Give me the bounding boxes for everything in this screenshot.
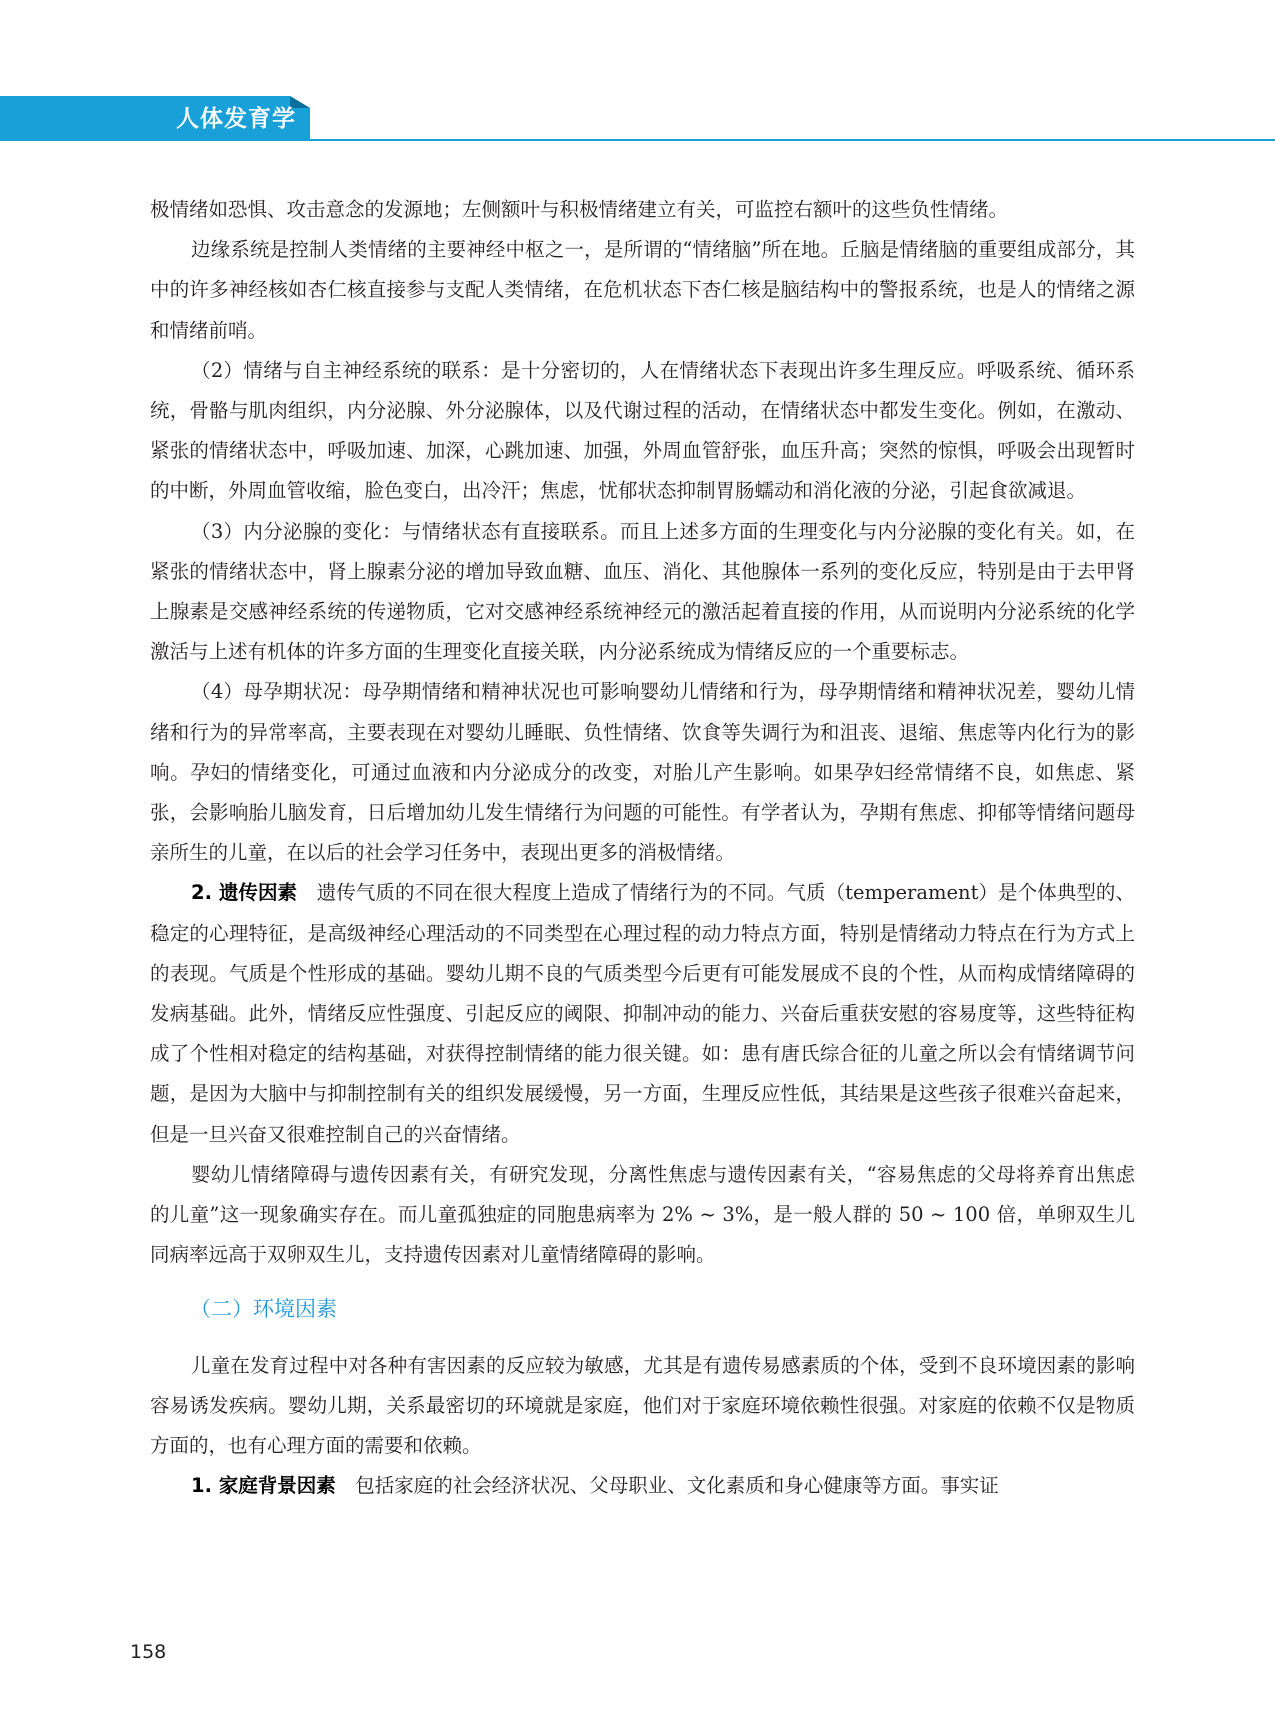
page-body — [150, 190, 1135, 1507]
paragraph-genetic-evidence: 婴幼儿情绪障碍与遗传因素有关，有研究发现，分离性焦虑与遗传因素有关，“容易焦虑的父母将养育出焦虑的儿童”这一现象确实存在。而儿童孤独症的同胞患病率为 2% ~ 3%，是一般人群的 50 ~ 100 倍，单卵双生儿同病率远高于双卵双生儿，支持遗传因素对儿童情绪障碍的影响。 — [150, 1162, 1135, 1267]
paragraph-endocrine-glands: （3）内分泌腺的变化：与情绪状态有直接联系。而且上述多方面的生理变化与内分泌腺的变化有关。如，在紧张的情绪状态中，肾上腺素分泌的增加导致血糖、血压、消化、其他腺体一系列的变化反应，特别是由于去甲肾上腺素是交感神经系统的传递物质，它对交感神经系统神经元的激活起着直接的作用，从而说明内分泌系统的化学激活与上述有机体的许多方面的生理变化直接关联，内分泌系统成为情绪反应的一个重要标志。 — [150, 519, 1135, 664]
paragraph-family-background — [150, 1466, 1135, 1506]
section-heading-environment: （二）环境因素 — [190, 1297, 337, 1322]
paragraph-environment-intro: 儿童在发育过程中对各种有害因素的反应较为敏感，尤其是有遗传易感素质的个体，受到不良环境因素的影响容易诱发疾病。婴幼儿期，关系最密切的环境就是家庭，他们对于家庭环境依赖性很强。对家庭的依赖不仅是物质方面的，也有心理方面的需要和依赖。 — [150, 1353, 1135, 1458]
paragraph-maternal-pregnancy: （4）母孕期状况：母孕期情绪和精神状况也可影响婴幼儿情绪和行为，母孕期情绪和精神状况差，婴幼儿情绪和行为的异常率高，主要表现在对婴幼儿睡眠、负性情绪、饮食等失调行为和沮丧、退缩、焦虑等内化行为的影响。孕妇的情绪变化，可通过血液和内分泌成分的改变，对胎儿产生影响。如果孕妇经常情绪不良，如焦虑、紧张，会影响胎儿脑发育，日后增加幼儿发生情绪行为问题的可能性。有学者认为，孕期有焦虑、抑郁等情绪问题母亲所生的儿童，在以后的社会学习任务中，表现出更多的消极情绪。 — [150, 680, 1135, 865]
paragraph-limbic-system: 边缘系统是控制人类情绪的主要神经中枢之一，是所谓的“情绪脑”所在地。丘脑是情绪脑的重要组成部分，其中的许多神经核如杏仁核直接参与支配人类情绪，在危机状态下杏仁核是脑结构中的警报系统，也是人的情绪之源和情绪前哨。 — [150, 238, 1135, 342]
genetic-factors-heading: 2. 遗传因素 — [191, 881, 298, 905]
genetic-factors-body: 遗传气质的不同在很大程度上造成了情绪行为的不同。气质（temperament）是个体典型的、稳定的心理特征，是高级神经心理活动的不同类型在心理过程的动力特点方面，特别是情绪动力特点在行为方式上的表现。气质是个性形成的基础。婴幼儿期不良的气质类型今后更有可能发展成不良的个性，从而构成情绪障碍的发病基础。此外，情绪反应性强度、引起反应的阈限、抑制冲动的能力、兴奋后重获安慰的容易度等，这些特征构成了个性相对稳定的结构基础，对获得控制情绪的能力很关键。如：患有唐氏综合征的儿童之所以会有情绪调节问题，是因为大脑中与抑制控制有关的组织发展缓慢，另一方面，生理反应性低，其结果是这些孩子很难兴奋起来，但是一旦兴奋又很难控制自己的兴奋情绪。 — [150, 881, 1135, 1146]
book-title: 人体发育学 — [176, 106, 296, 132]
paragraph-continued: 极情绪如恐惧、攻击意念的发源地；左侧额叶与积极情绪建立有关，可监控右额叶的这些负性情绪。 — [150, 198, 1009, 221]
header-rule — [0, 139, 1275, 141]
page-number: 158 — [130, 1641, 167, 1663]
paragraph-autonomic-nervous-system: （2）情绪与自主神经系统的联系：是十分密切的，人在情绪状态下表现出许多生理反应。呼吸系统、循环系统，骨骼与肌肉组织，内分泌腺、外分泌腺体，以及代谢过程的活动，在情绪状态中都发生变化。例如，在激动、紧张的情绪状态中，呼吸加速、加深，心跳加速、加强，外周血管舒张，血压升高；突然的惊惧，呼吸会出现暂时的中断，外周血管收缩，脸色变白，出冷汗；焦虑，忧郁状态抑制胃肠蠕动和消化液的分泌，引起食欲减退。 — [150, 358, 1135, 503]
family-background-heading: 1. 家庭背景因素 — [191, 1474, 336, 1498]
family-background-body: 包括家庭的社会经济状况、父母职业、文化素质和身心健康等方面。事实证 — [355, 1474, 999, 1498]
paragraph-genetic-factors — [150, 873, 1135, 1154]
